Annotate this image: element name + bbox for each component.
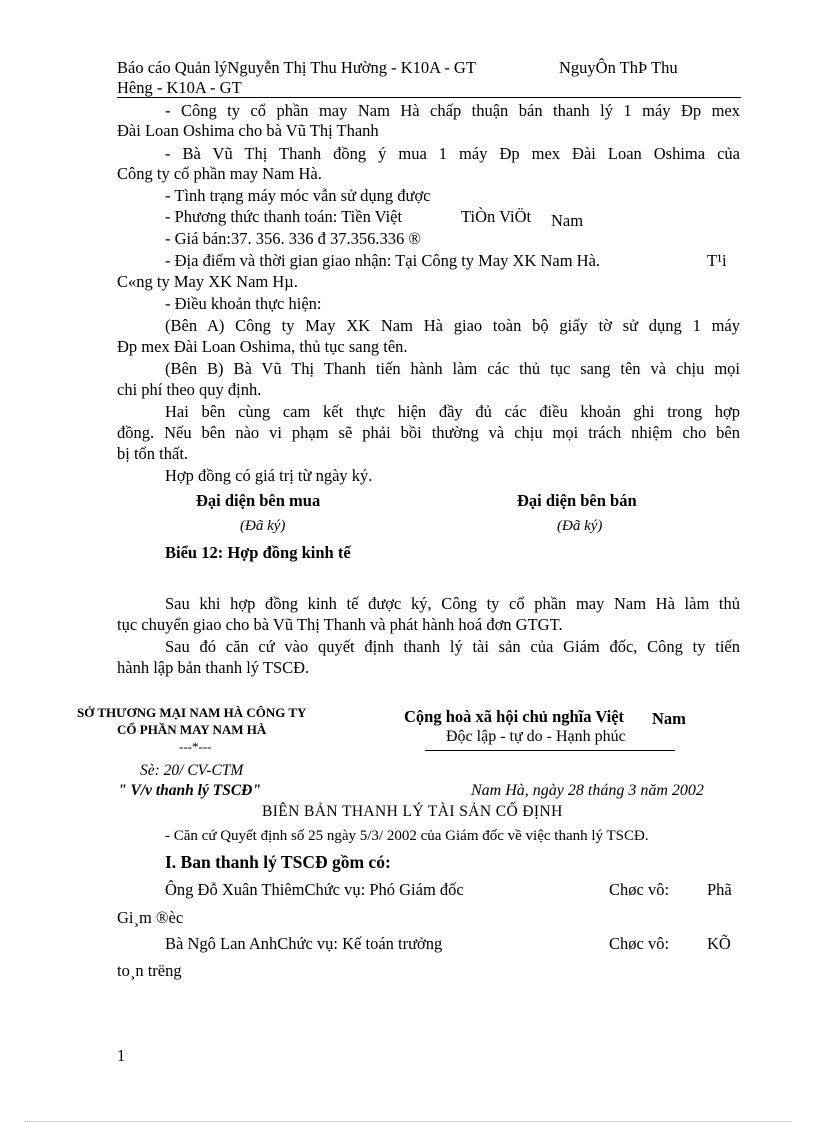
section-i: I. Ban thanh lý TSCĐ gồm có: bbox=[165, 852, 391, 872]
contract-p3: - Tình trạng máy móc vẫn sử dụng được bbox=[165, 186, 431, 205]
contract-p8a: (Bên A) Công ty May XK Nam Hà giao toàn bộ giấy tờ sử dụng 1 máy bbox=[165, 316, 740, 335]
contract-p2a: - Bà Vũ Thị Thanh đồng ý mua 1 máy Đp mex Đài Loan Oshima của bbox=[165, 144, 740, 163]
body-q2a: Sau đó căn cứ vào quyết định thanh lý tài sản của Giám đốc, Công ty tiến bbox=[165, 637, 740, 656]
member1-cont: Gi¸m ®èc bbox=[117, 908, 184, 927]
member1-role: Phã bbox=[707, 880, 732, 899]
header-line2: Hêng - K10A - GT bbox=[117, 78, 242, 97]
org-line1: SỞ THƯƠNG MẠI NAM HÀ CÔNG TY bbox=[77, 705, 307, 720]
member2-label: Chøc vô: bbox=[609, 934, 670, 953]
motto-rule bbox=[425, 750, 675, 751]
contract-p5: - Giá bán:37. 356. 336 đ 37.356.336 ® bbox=[165, 229, 421, 248]
member2-cont: to¸n trëng bbox=[117, 961, 182, 980]
member2-role: KÕ bbox=[707, 934, 731, 953]
contract-caption: Biểu 12: Hợp đồng kinh tế bbox=[165, 543, 351, 562]
org-line2: CỔ PHẦN MAY NAM HÀ bbox=[117, 722, 267, 737]
contract-p9b: chi phí theo quy định. bbox=[117, 380, 262, 399]
doc-number: Sè: 20/ CV-CTM bbox=[140, 762, 244, 779]
member1-name: Ông Đỗ Xuân ThiêmChức vụ: Phó Giám đốc bbox=[165, 880, 464, 899]
header-right: NguyÔn ThÞ Thu bbox=[559, 58, 678, 77]
member2-name: Bà Ngô Lan AnhChức vụ: Kế toán trưởng bbox=[165, 934, 443, 953]
member1-label: Chøc vô: bbox=[609, 880, 670, 899]
buyer-title: Đại diện bên mua bbox=[196, 491, 321, 510]
page-number: 1 bbox=[117, 1046, 126, 1065]
page-bottom-border bbox=[24, 1121, 792, 1122]
buyer-signed: (Đã ký) bbox=[240, 518, 286, 534]
contract-p7: - Điều khoản thực hiện: bbox=[165, 294, 322, 313]
contract-p1b: Đài Loan Oshima cho bà Vũ Thị Thanh bbox=[117, 121, 379, 140]
contract-p4-sub: Nam bbox=[551, 211, 584, 230]
contract-p11: Hợp đồng có giá trị từ ngày ký. bbox=[165, 466, 373, 485]
body-q1a: Sau khi hợp đồng kinh tế được ký, Công ty cổ phần may Nam Hà làm thủ bbox=[165, 594, 740, 613]
contract-p4: - Phương thức thanh toán: Tiền Việt bbox=[165, 207, 403, 226]
seller-title: Đại diện bên bán bbox=[517, 491, 637, 510]
doc-subject: " V/v thanh lý TSCĐ" bbox=[118, 782, 261, 799]
header-left: Báo cáo Quản lýNguyễn Thị Thu Hường - K10A - GT bbox=[117, 58, 476, 77]
doc-title: BIÊN BẢN THANH LÝ TÀI SẢN CỐ ĐỊNH bbox=[262, 803, 563, 820]
contract-p8b: Đp mex Đài Loan Oshima, thủ tục sang tên. bbox=[117, 337, 408, 356]
contract-p2b: Công ty cổ phần may Nam Hà. bbox=[117, 164, 322, 183]
contract-p1a: - Công ty cổ phần may Nam Hà chấp thuận bán thanh lý 1 máy Đp mex bbox=[165, 101, 740, 120]
contract-p6a: - Địa điểm và thời gian giao nhận: Tại Công ty May XK Nam Hà. bbox=[165, 251, 601, 270]
doc-basis: - Căn cứ Quyết định số 25 ngày 5/3/ 2002 của Giám đốc về việc thanh lý TSCĐ. bbox=[165, 828, 649, 844]
nation-title: Cộng hoà xã hội chủ nghĩa Việt bbox=[404, 707, 625, 726]
doc-date: Nam Hà, ngày 28 tháng 3 năm 2002 bbox=[471, 782, 704, 799]
contract-p9a: (Bên B) Bà Vũ Thị Thanh tiến hành làm các thủ tục sang tên và chịu mọi bbox=[165, 359, 740, 378]
header-rule bbox=[117, 97, 741, 98]
seller-signed: (Đã ký) bbox=[557, 518, 603, 534]
org-mark: ---*--- bbox=[179, 739, 212, 754]
contract-p4-alt: TiÒn ViÖt bbox=[461, 207, 532, 226]
nation-title-tail: Nam bbox=[652, 709, 686, 728]
contract-p10c: bị tổn thất. bbox=[117, 444, 189, 463]
contract-p10a: Hai bên cùng cam kết thực hiện đầy đủ các điều khoản ghi trong hợp bbox=[165, 402, 740, 421]
contract-p6b: C«ng ty May XK Nam Hµ. bbox=[117, 272, 298, 291]
contract-p10b: đồng. Nếu bên nào vi phạm sẽ phải bồi thường và chịu mọi trách nhiệm cho bên bbox=[117, 423, 740, 442]
contract-p6-right: T¹i bbox=[707, 251, 727, 270]
motto: Độc lập - tự do - Hạnh phúc bbox=[446, 728, 626, 745]
body-q2b: hành lập bản thanh lý TSCĐ. bbox=[117, 658, 310, 677]
body-q1b: tục chuyển giao cho bà Vũ Thị Thanh và phát hành hoá đơn GTGT. bbox=[117, 615, 563, 634]
